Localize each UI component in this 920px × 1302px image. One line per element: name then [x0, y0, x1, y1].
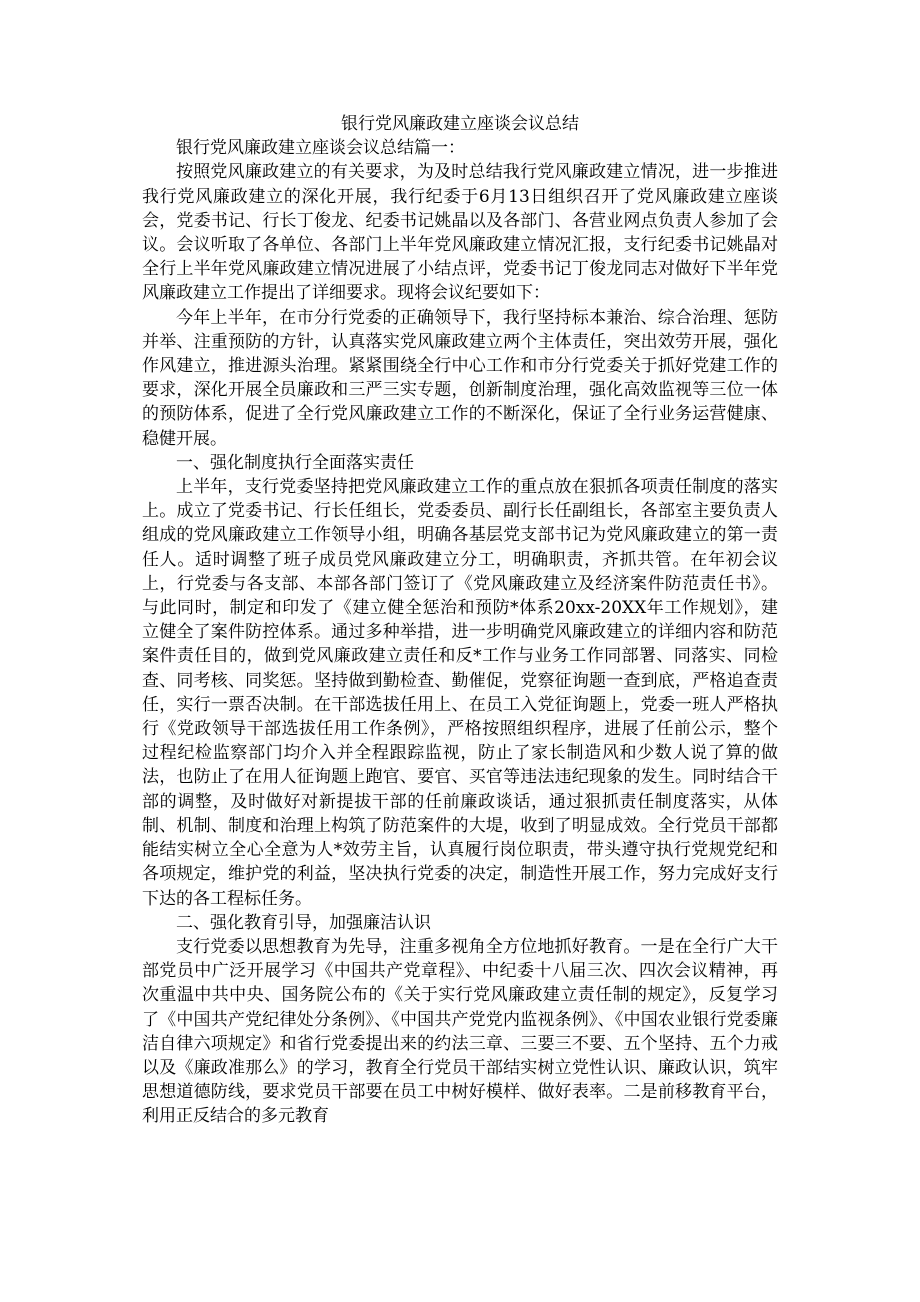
section-2-body: 支行党委以思想教育为先导，注重多视角全方位地抓好教育。一是在全行广大干部党员中广泛开展学习《中国共产党章程》、中纪委十八届三次、四次会议精神，再次重温中共中央、国务院公布的《关于实行党风廉政建立责任制的规定》，反复学习了《中国共产党纪律处分条例》、《中国共产党党内监视条例》、《中国农业银行党委廉洁自律六项规定》和省行党委提出来的约法三章、三要三不要、五个坚持、五个力戒以及《廉政准那么》的学习，教育全行党员干部结实树立党性认识、廉政认识，筑牢思想道德防线，要求党员干部要在员工中树好模样、做好表率。二是前移教育平台，利用正反结合的多元教育 [142, 936, 778, 1127]
section-1-body: 上半年，支行党委坚持把党风廉政建立工作的重点放在狠抓各项责任制度的落实上。成立了党委书记、行长任组长，党委委员、副行长任副组长，各部室主要负责人组成的党风廉政建立工作领导小组，明确各基层党支部书记为党风廉政建立的第一责任人。适时调整了班子成员党风廉政建立分工，明确职责，齐抓共管。在年初会议上，行党委与各支部、本部各部门签订了《党风廉政建立及经济案件防范责任书》。与此同时，制定和印发了《建立健全惩治和预防*体系20xx-20XX年工作规划》，建立健全了案件防控体系。通过多种举措，进一步明确党风廉政建立的详细内容和防范案件责任目的，做到党风廉政建立责任和反*工作与业务工作同部署、同落实、同检查、同考核、同奖惩。坚持做到勤检查、勤催促，党察征询题一查到底，严格追查责任，实行一票否决制。在干部选拔任用上、在员工入党征询题上，党委一班人严格执行《党政领导干部选拔任用工作条例》，严格按照组织程序，进展了任前公示，整个过程纪检监察部门均介入并全程跟踪监视，防止了家长制造风和少数人说了算的做法，也防止了在用人征询题上跑官、要官、买官等违法违纪现象的发生。同时结合干部的调整，及时做好对新提拔干部的任前廉政谈话，通过狠抓责任制度落实，从体制、机制、制度和治理上构筑了防范案件的大堤，收到了明显成效。全行党员干部都能结实树立全心全意为人*效劳主旨，认真履行岗位职责，带头遵守执行党规党纪和各项规定，维护党的利益，坚决执行党委的决定，制造性开展工作，努力完成好支行下达的各工程标任务。 [142, 477, 778, 909]
paragraph-summary: 今年上半年，在市分行党委的正确领导下，我行坚持标本兼治、综合治理、惩防并举、注重预防的方针，认真落实党风廉政建立两个主体责任，突出效劳开展，强化作风建立，推进源头治理。紧紧围绕全行中心工作和市分行党委关于抓好党建工作的要求，深化开展全员廉政和三严三实专题，创新制度治理，强化高效监视等三位一体的预防体系，促进了全行党风廉政建立工作的不断深化，保证了全行业务运营健康、稳健开展。 [142, 307, 778, 449]
section-heading-1: 一、强化制度执行全面落实责任 [176, 452, 414, 473]
paragraph-intro: 按照党风廉政建立的有关要求，为及时总结我行党风廉政建立情况，进一步推进我行党风廉政建立的深化开展，我行纪委于6月13日组织召开了党风廉政建立座谈会，党委书记、行长丁俊龙、纪委书记姚晶以及各部门、各营业网点负责人参加了会议。会议听取了各单位、各部门上半年党风廉政建立情况汇报，支行纪委书记姚晶对全行上半年党风廉政建立情况进展了小结点评，党委书记丁俊龙同志对做好下半年党风廉政建立工作提出了详细要求。现将会议纪要如下： [142, 162, 778, 304]
section-heading-2: 二、强化教育引导，加强廉洁认识 [176, 912, 431, 933]
document-title: 银行党风廉政建立座谈会议总结 [341, 114, 579, 134]
document-subtitle: 银行党风廉政建立座谈会议总结篇一： [176, 138, 465, 159]
document-page [142, 112, 778, 1129]
